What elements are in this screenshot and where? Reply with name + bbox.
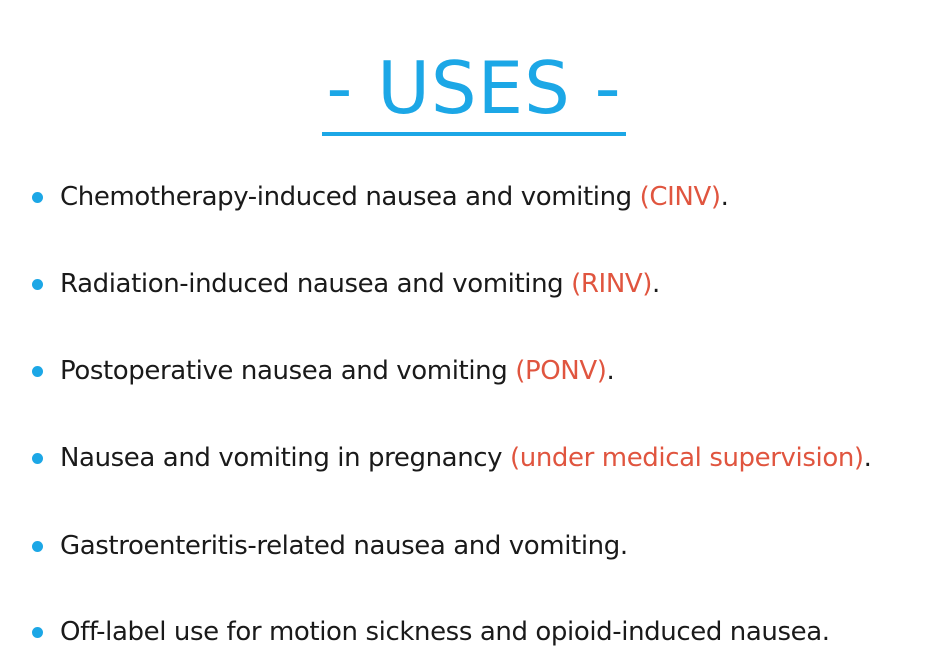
item-main-text: Gastroenteritis-related nausea and vomiting.	[60, 531, 628, 561]
item-main-text: Radiation-induced nausea and vomiting	[60, 269, 572, 299]
page-title: - USES -	[322, 48, 625, 136]
list-item-text	[60, 356, 614, 386]
list-item	[32, 264, 932, 304]
item-after-text: .	[720, 182, 729, 212]
list-item	[32, 612, 932, 652]
item-main-text: Off-label use for motion sickness and opioid-induced nausea.	[60, 617, 830, 647]
bullet-dot	[32, 453, 43, 464]
item-after-text: .	[863, 443, 872, 473]
list-item	[32, 177, 932, 217]
title-container	[0, 48, 948, 136]
item-main-text: Chemotherapy-induced nausea and vomiting	[60, 182, 640, 212]
list-item-text	[60, 443, 872, 473]
list-item-text	[60, 182, 728, 212]
item-highlight: (under medical supervision)	[510, 443, 864, 473]
list-item	[32, 526, 932, 566]
bullet-dot	[32, 541, 43, 552]
bullet-dot	[32, 192, 43, 203]
item-after-text: .	[652, 269, 660, 299]
item-highlight: (CINV)	[639, 182, 721, 212]
item-after-text: .	[606, 356, 615, 386]
bullet-dot	[32, 279, 43, 290]
list-item-text	[60, 617, 830, 647]
bullet-dot	[32, 627, 43, 638]
list-item-text	[60, 269, 660, 299]
bullet-dot	[32, 366, 43, 377]
item-main-text: Nausea and vomiting in pregnancy	[60, 443, 511, 473]
list-item	[32, 351, 932, 391]
item-main-text: Postoperative nausea and vomiting	[60, 356, 516, 386]
item-highlight: (RINV)	[571, 269, 652, 299]
list-item-text	[60, 531, 628, 561]
list-item	[32, 438, 932, 478]
item-highlight: (PONV)	[515, 356, 607, 386]
